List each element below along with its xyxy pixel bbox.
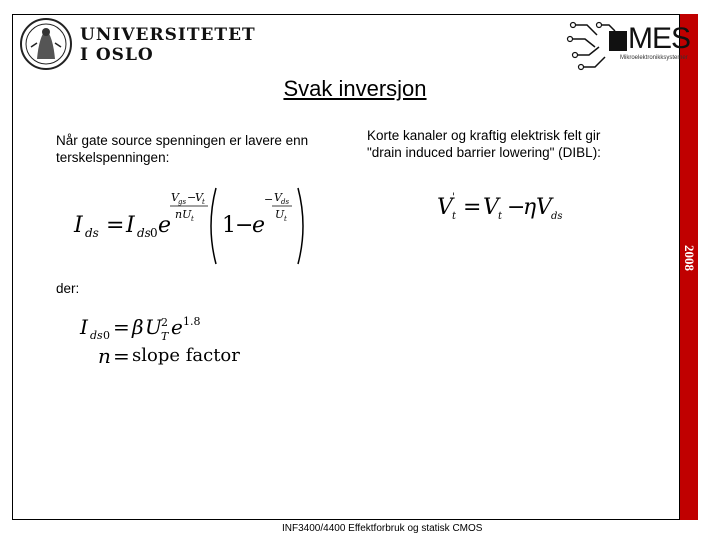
- svg-text:=: =: [113, 344, 130, 368]
- footer-text: INF3400/4400 Effektforbruk og statisk CMOS: [282, 523, 483, 534]
- slope-factor-text: slope factor: [132, 345, 240, 366]
- svg-text:−: −: [235, 213, 254, 238]
- slide-title: Svak inversjon: [283, 76, 427, 101]
- svg-text:t: t: [284, 215, 287, 223]
- svg-text:gs: gs: [178, 198, 187, 206]
- svg-text:=: =: [463, 195, 482, 220]
- dibl-threshold-equation: [435, 188, 575, 224]
- uio-seal-icon: [17, 17, 75, 71]
- svg-text:−: −: [507, 195, 526, 220]
- weak-inversion-current-equation: [70, 184, 320, 268]
- university-name-line1: UNIVERSITETET: [80, 25, 256, 45]
- svg-text:ds: ds: [85, 226, 99, 240]
- svg-text:1: 1: [222, 213, 236, 238]
- svg-text:−: −: [187, 191, 197, 204]
- svg-text:2: 2: [161, 316, 168, 329]
- svg-text:=: =: [106, 213, 125, 238]
- svg-text:U: U: [275, 208, 285, 221]
- svg-text:V: V: [536, 195, 552, 220]
- svg-text:ds: ds: [281, 198, 290, 206]
- svg-text:U: U: [145, 315, 162, 339]
- svg-text:1.8: 1.8: [183, 315, 201, 328]
- mes-logo-text: MES: [628, 22, 691, 55]
- svg-text:e: e: [158, 213, 172, 238]
- svg-text:ds: ds: [137, 226, 151, 240]
- svg-text:t: t: [202, 198, 205, 206]
- svg-text:V: V: [274, 191, 282, 204]
- svg-text:T: T: [161, 330, 169, 343]
- ids0-definition-equation: [78, 310, 238, 344]
- svg-text:0: 0: [150, 226, 158, 240]
- svg-text:−: −: [264, 193, 274, 206]
- svg-text:V: V: [195, 191, 203, 204]
- svg-text:=: =: [113, 315, 130, 339]
- university-name-line2: I OSLO: [80, 45, 154, 65]
- der-label: der:: [56, 281, 80, 296]
- right-description: Korte kanaler og kraftig elektrisk felt gir "drain induced barrier lowering" (DIBL):: [367, 128, 601, 160]
- svg-text:t: t: [498, 211, 503, 222]
- svg-text:t: t: [452, 211, 457, 222]
- svg-text:I: I: [80, 315, 88, 339]
- svg-text:n: n: [98, 344, 111, 368]
- svg-text:': ': [452, 192, 455, 203]
- svg-text:ds: ds: [551, 211, 563, 222]
- svg-text:nU: nU: [175, 208, 192, 221]
- svg-text:ds: ds: [90, 329, 103, 342]
- mes-logo-subtext: Mikroelektronikksystemer: [620, 55, 688, 61]
- left-description: Når gate source spenningen er lavere enn terskelspenningen:: [56, 133, 309, 165]
- svg-text:V: V: [437, 195, 453, 220]
- svg-text:I: I: [126, 213, 135, 238]
- svg-text:e: e: [252, 213, 266, 238]
- svg-text:η: η: [523, 195, 537, 220]
- svg-text:β: β: [132, 315, 144, 339]
- year-label: 2008: [682, 245, 697, 271]
- svg-text:0: 0: [103, 329, 110, 342]
- svg-text:I: I: [74, 213, 83, 238]
- svg-text:V: V: [483, 195, 499, 220]
- svg-text:e: e: [171, 315, 183, 339]
- svg-text:V: V: [171, 191, 179, 204]
- svg-text:t: t: [191, 215, 194, 223]
